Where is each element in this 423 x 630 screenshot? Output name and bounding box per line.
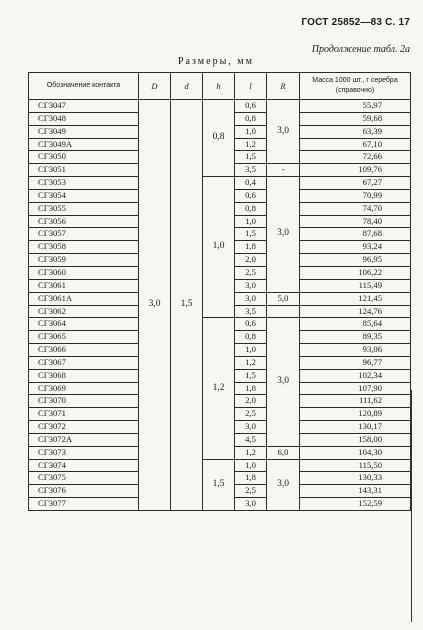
contact-designation: СГ3072 [29,421,139,434]
cell-mass: 143,31 [300,485,411,498]
contact-designation: СГ3053 [29,177,139,190]
contact-designation: СГ3077 [29,498,139,511]
cell-R: 3,0 [267,318,300,446]
contact-designation: СГ3073 [29,446,139,459]
cell-mass: 78,40 [300,215,411,228]
contact-designation: СГ3057 [29,228,139,241]
cell-l: 1,0 [235,125,267,138]
contact-designation: СГ3067 [29,356,139,369]
contact-designation: СГ3048 [29,112,139,125]
cell-mass: 109,76 [300,164,411,177]
cell-l: 3,5 [235,164,267,177]
cell-mass: 107,90 [300,382,411,395]
cell-l: 2,5 [235,408,267,421]
cell-mass: 115,49 [300,279,411,292]
cell-l: 1,5 [235,369,267,382]
cell-l: 0,6 [235,100,267,113]
contact-designation: СГ3055 [29,202,139,215]
contact-designation: СГ3070 [29,395,139,408]
table-row [29,177,411,190]
contact-designation: СГ3059 [29,254,139,267]
cell-l: 1,2 [235,138,267,151]
contact-designation: СГ3061А [29,292,139,305]
contact-designation: СГ3064 [29,318,139,331]
cell-l: 2,0 [235,254,267,267]
cell-R: 3,0 [267,459,300,510]
contact-designation: СГ3060 [29,266,139,279]
contacts-table [28,72,411,511]
contact-designation: СГ3054 [29,189,139,202]
contact-designation: СГ3051 [29,164,139,177]
cell-l: 1,0 [235,459,267,472]
cell-mass: 130,33 [300,472,411,485]
cell-mass: 121,45 [300,292,411,305]
cell-mass: 93,06 [300,344,411,357]
cell-mass: 124,76 [300,305,411,318]
header-l: l [235,73,267,100]
cell-R: 6,0 [267,446,300,459]
cell-mass: 96,77 [300,356,411,369]
cell-mass: 96,95 [300,254,411,267]
header-D: D [139,73,171,100]
cell-R: - [267,164,300,177]
header-R: R [267,73,300,100]
cell-mass: 106,22 [300,266,411,279]
cell-mass: 102,34 [300,369,411,382]
cell-l: 0,6 [235,189,267,202]
cell-l: 1,5 [235,228,267,241]
cell-l: 1,2 [235,446,267,459]
cell-l: 3,0 [235,498,267,511]
dimensions-caption: Размеры, мм [178,56,254,67]
header-mass: Масса 1000 шт., г серебра (справочно) [300,73,411,100]
cell-mass: 63,39 [300,125,411,138]
cell-h: 1,5 [203,459,235,510]
cell-l: 1,2 [235,356,267,369]
cell-l: 2,5 [235,266,267,279]
contact-designation: СГ3076 [29,485,139,498]
cell-mass: 67,27 [300,177,411,190]
cell-D: 3,0 [139,100,171,511]
cell-mass: 70,99 [300,189,411,202]
cell-mass: 72,66 [300,151,411,164]
cell-mass: 74,70 [300,202,411,215]
contact-designation: СГ3074 [29,459,139,472]
cell-h: 1,0 [203,177,235,318]
cell-mass: 158,00 [300,433,411,446]
contact-designation: СГ3056 [29,215,139,228]
contact-designation: СГ3072А [29,433,139,446]
cell-R: 3,0 [267,177,300,293]
contact-designation: СГ3069 [29,382,139,395]
contact-designation: СГ3049А [29,138,139,151]
cell-mass: 93,24 [300,241,411,254]
cell-l: 0,6 [235,318,267,331]
contact-designation: СГ3062 [29,305,139,318]
cell-l: 0,4 [235,177,267,190]
contact-designation: СГ3058 [29,241,139,254]
cell-mass: 115,50 [300,459,411,472]
cell-R: 5,0 [267,292,300,305]
table-row [29,100,411,113]
cell-h: 1,2 [203,318,235,459]
cell-l: 3,0 [235,421,267,434]
cell-l: 0,8 [235,331,267,344]
header-h: h [203,73,235,100]
contact-designation: СГ3066 [29,344,139,357]
cell-h: 0,8 [203,100,235,177]
cell-l: 2,5 [235,485,267,498]
cell-l: 1,0 [235,344,267,357]
cell-l: 3,0 [235,279,267,292]
cell-l: 3,5 [235,305,267,318]
table-row [29,459,411,472]
contact-designation: СГ3071 [29,408,139,421]
table-continuation-label: Продолжение табл. 2а [311,44,410,55]
page-header: ГОСТ 25852—83 С. 17 [301,17,410,28]
cell-mass: 67,10 [300,138,411,151]
cell-mass: 104,30 [300,446,411,459]
contact-designation: СГ3061 [29,279,139,292]
cell-l: 1,8 [235,382,267,395]
cell-R-empty [267,305,300,318]
header-d: d [171,73,203,100]
cell-mass: 55,97 [300,100,411,113]
cell-l: 0,8 [235,202,267,215]
cell-l: 0,8 [235,112,267,125]
contact-designation: СГ3050 [29,151,139,164]
cell-mass: 89,35 [300,331,411,344]
cell-mass: 152,59 [300,498,411,511]
contact-designation: СГ3049 [29,125,139,138]
cell-l: 1,8 [235,241,267,254]
cell-mass: 120,89 [300,408,411,421]
margin-rule [411,390,412,622]
table-row [29,318,411,331]
cell-mass: 87,68 [300,228,411,241]
cell-l: 3,0 [235,292,267,305]
cell-mass: 59,68 [300,112,411,125]
cell-R: 3,0 [267,100,300,164]
contact-designation: СГ3075 [29,472,139,485]
contact-designation: СГ3047 [29,100,139,113]
cell-d: 1,5 [171,100,203,511]
cell-mass: 85,64 [300,318,411,331]
contact-designation: СГ3065 [29,331,139,344]
cell-mass: 111,62 [300,395,411,408]
header-contact: Обозначение контакта [29,73,139,100]
cell-l: 2,0 [235,395,267,408]
cell-l: 1,8 [235,472,267,485]
cell-l: 1,5 [235,151,267,164]
table-header-row [29,73,411,100]
cell-l: 4,5 [235,433,267,446]
cell-l: 1,0 [235,215,267,228]
contact-designation: СГ3068 [29,369,139,382]
cell-mass: 130,17 [300,421,411,434]
